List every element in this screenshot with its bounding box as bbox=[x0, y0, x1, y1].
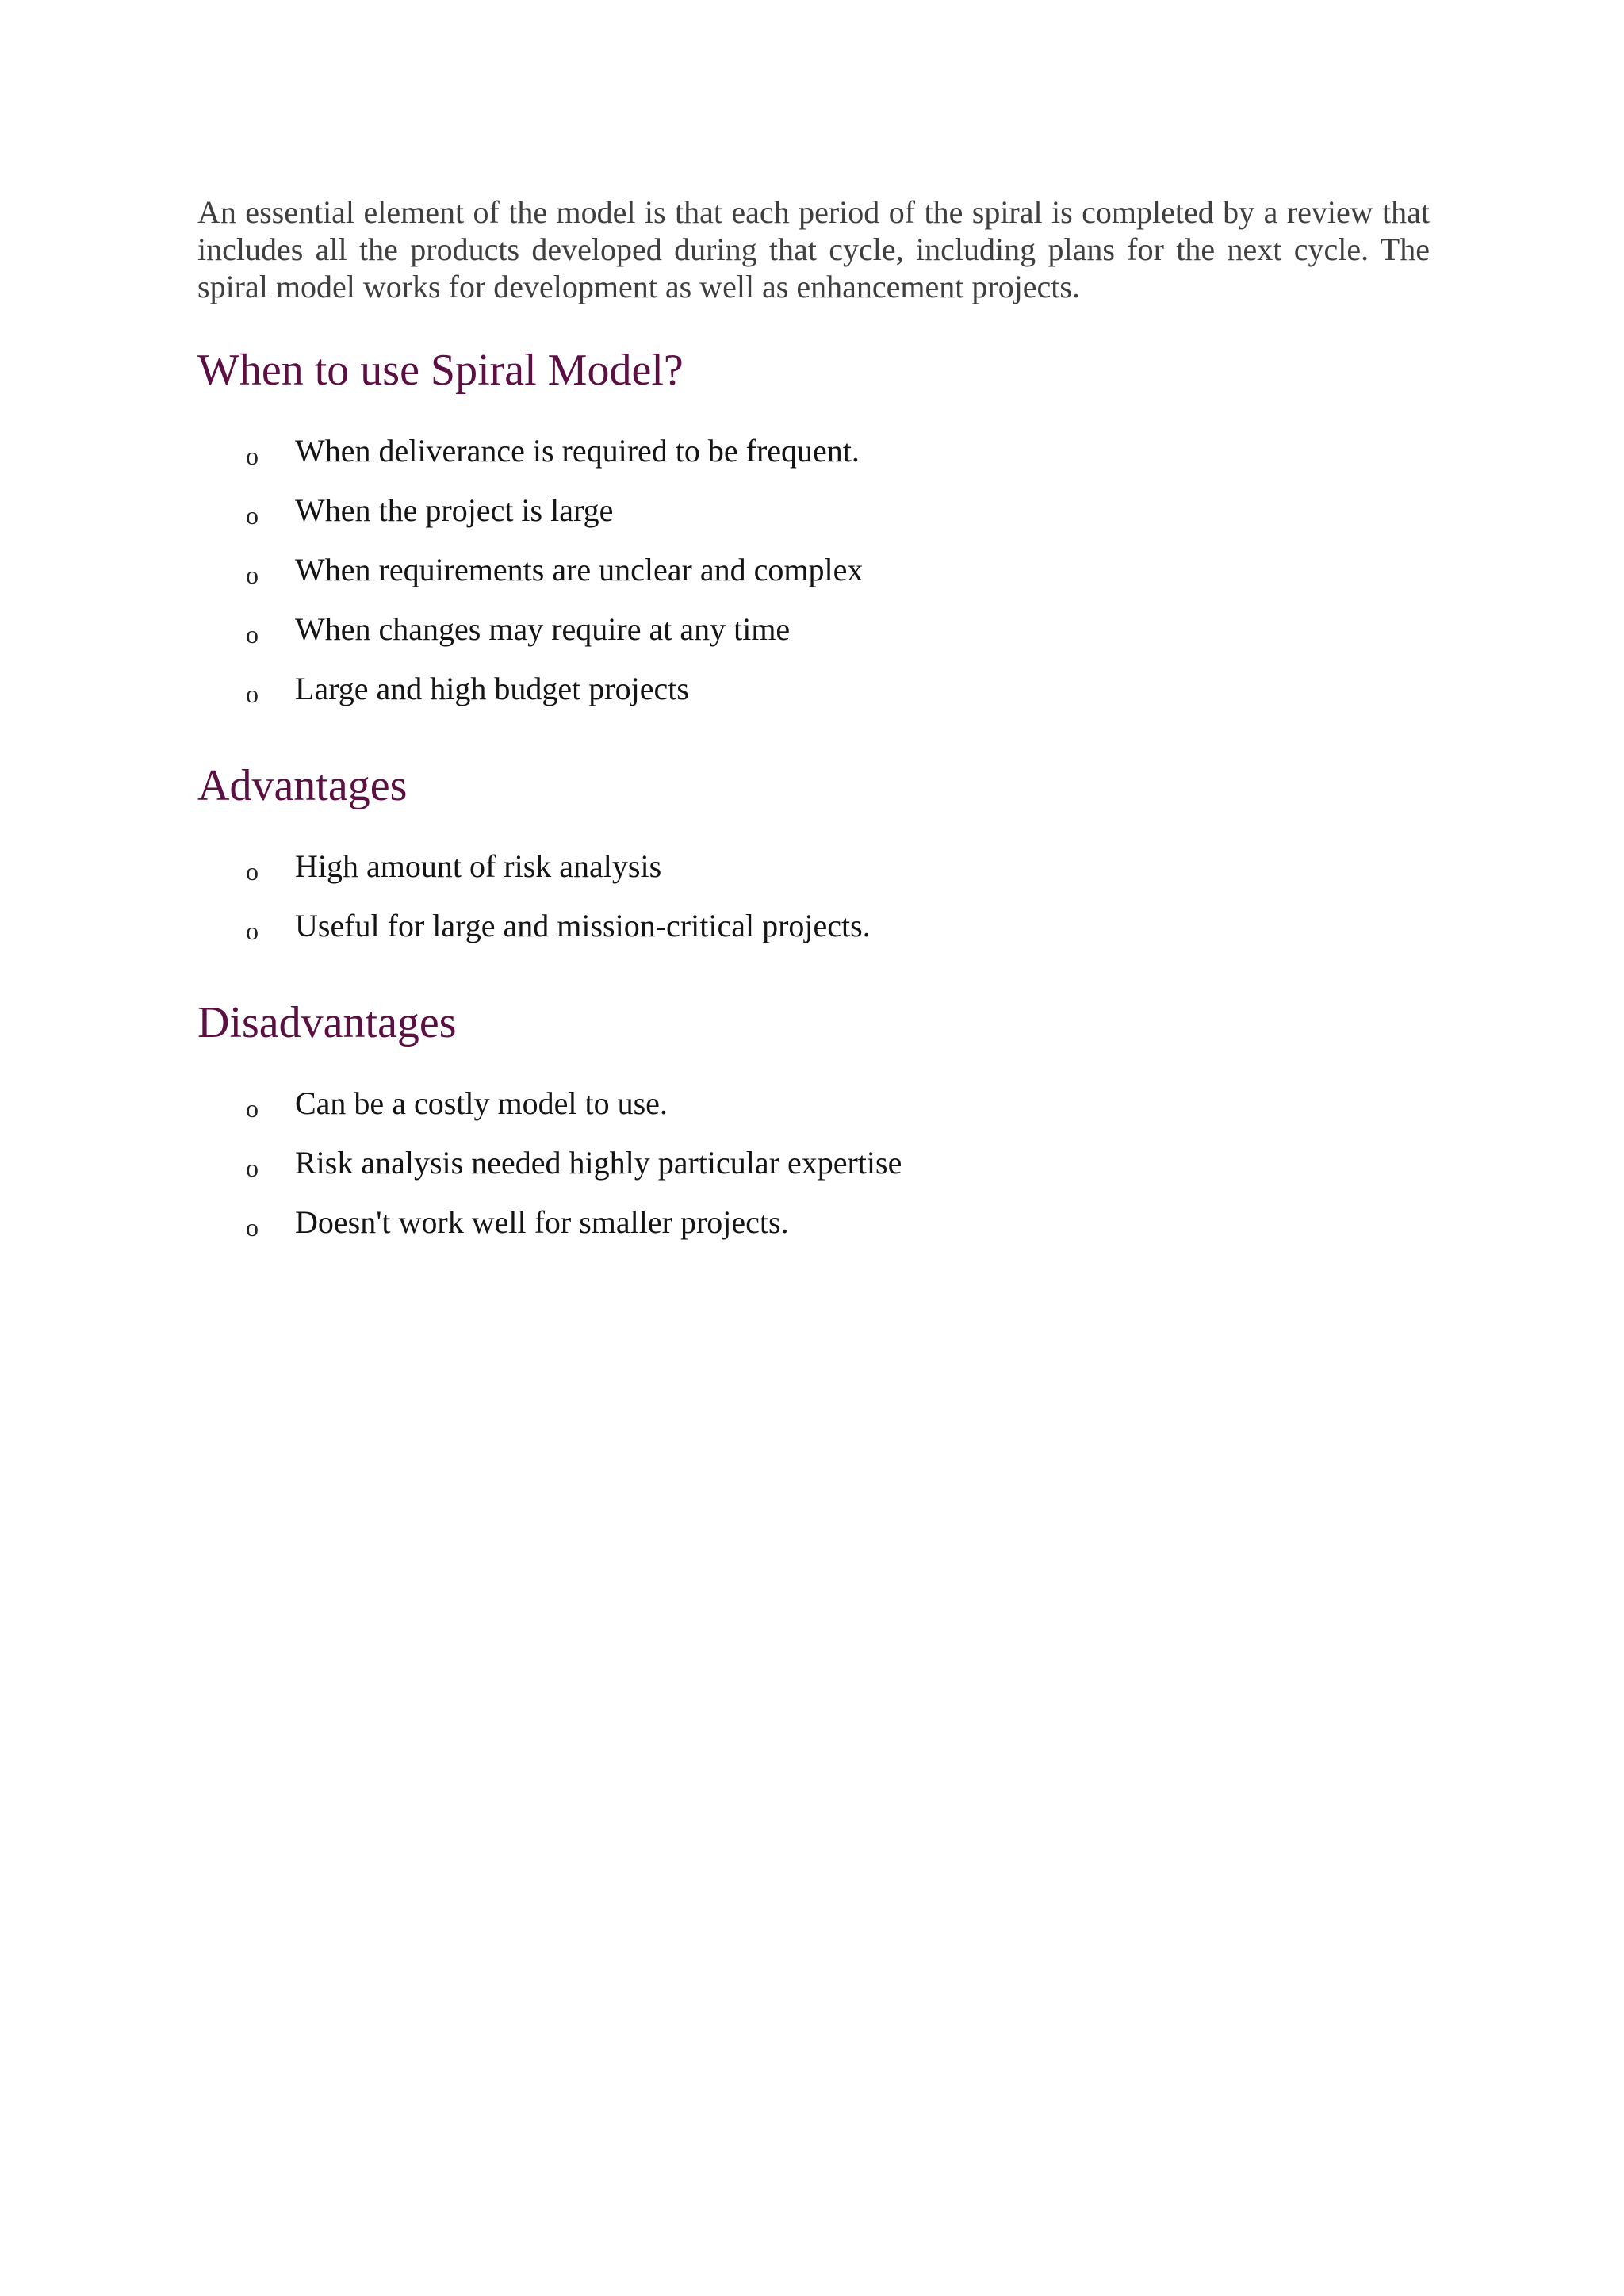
list-item-text: Useful for large and mission-critical projects. bbox=[295, 908, 871, 943]
bullet-circle-icon: o bbox=[246, 679, 259, 708]
bullet-circle-icon: o bbox=[246, 620, 259, 649]
list-item bbox=[197, 906, 1430, 966]
bullet-circle-icon: o bbox=[246, 561, 259, 589]
heading-disadvantages: Disadvantages bbox=[197, 998, 457, 1047]
bullet-circle-icon: o bbox=[246, 857, 259, 886]
page-content bbox=[197, 193, 1430, 1262]
heading-advantages: Advantages bbox=[197, 761, 408, 810]
bullet-circle-icon: o bbox=[246, 501, 259, 530]
list-item-text: When the project is large bbox=[295, 492, 614, 528]
list-item bbox=[197, 847, 1430, 906]
list-item-text: Can be a costly model to use. bbox=[295, 1085, 668, 1121]
list-item bbox=[197, 669, 1430, 729]
bullet-circle-icon: o bbox=[246, 1154, 259, 1182]
list-item-text: When requirements are unclear and complex bbox=[295, 552, 864, 587]
list-item-text: Risk analysis needed highly particular expertise bbox=[295, 1145, 902, 1181]
disadvantages-list bbox=[197, 1084, 1430, 1262]
bullet-circle-icon: o bbox=[246, 916, 259, 945]
list-item-text: Doesn't work well for smaller projects. bbox=[295, 1204, 789, 1240]
list-item bbox=[197, 491, 1430, 550]
list-item-text: When changes may require at any time bbox=[295, 611, 791, 647]
list-item bbox=[197, 1084, 1430, 1143]
intro-paragraph: An essential element of the model is that each period of the spiral is completed by a review that includes all the products developed during that cycle, including plans for the next cycle. The spiral model works for development as well as enhancement projects. bbox=[197, 194, 1430, 304]
bullet-circle-icon: o bbox=[246, 1213, 259, 1242]
list-item bbox=[197, 1143, 1430, 1203]
list-item bbox=[197, 610, 1430, 669]
advantages-list bbox=[197, 847, 1430, 966]
heading-when-to-use: When to use Spiral Model? bbox=[197, 346, 684, 395]
list-item-text: When deliverance is required to be frequent. bbox=[295, 433, 860, 469]
list-item bbox=[197, 550, 1430, 610]
bullet-circle-icon: o bbox=[246, 1094, 259, 1123]
list-item-text: High amount of risk analysis bbox=[295, 848, 662, 884]
list-item-text: Large and high budget projects bbox=[295, 671, 689, 706]
bullet-circle-icon: o bbox=[246, 442, 259, 470]
when-to-use-list bbox=[197, 431, 1430, 729]
list-item bbox=[197, 1203, 1430, 1262]
list-item bbox=[197, 431, 1430, 491]
